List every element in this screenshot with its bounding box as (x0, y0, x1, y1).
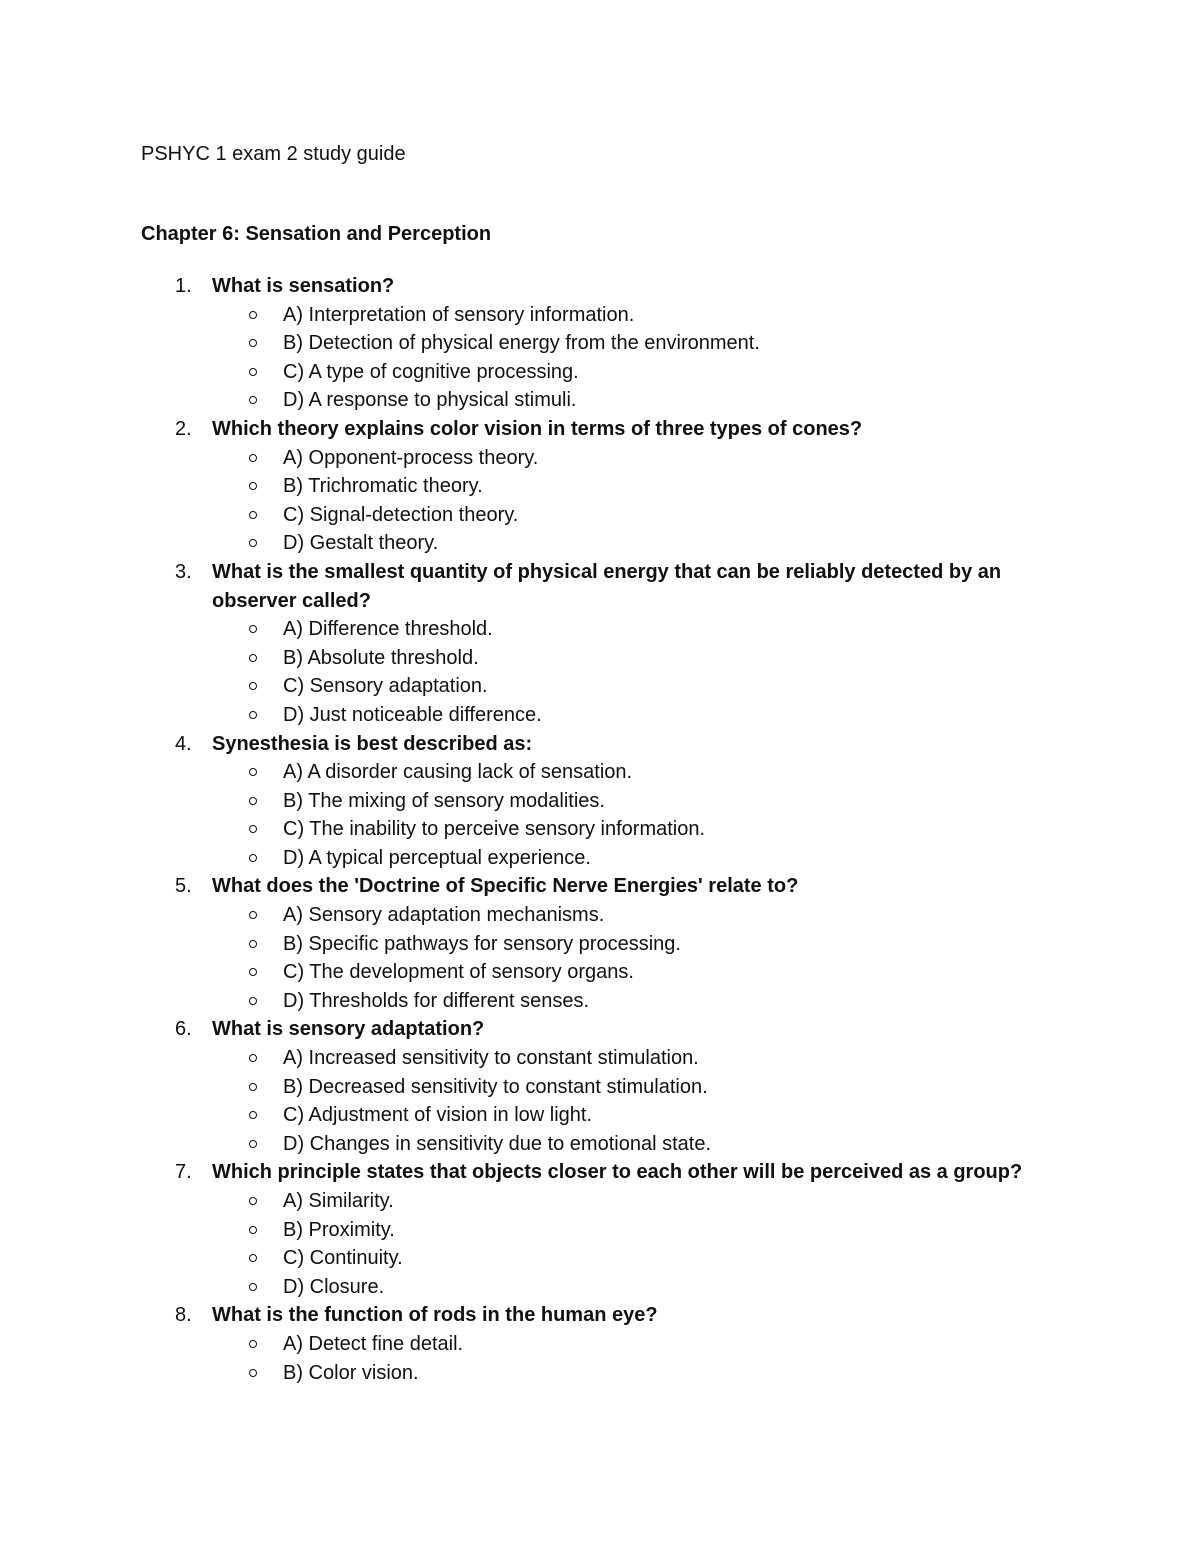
question-item (0, 1158, 1200, 1301)
question-text: What is sensation? (212, 275, 395, 297)
question-item (0, 1301, 1200, 1387)
hollow-circle-bullet-icon (249, 482, 257, 490)
hollow-circle-bullet-icon (249, 1369, 257, 1377)
answer-option-text: D) Changes in sensitivity due to emotional state. (283, 1132, 711, 1155)
answer-option (0, 1216, 1200, 1245)
answer-options (0, 444, 1200, 558)
answer-option (0, 758, 1200, 787)
question-number: 7. (175, 1161, 192, 1184)
answer-option-text: B) The mixing of sensory modalities. (283, 789, 605, 812)
hollow-circle-bullet-icon (249, 339, 257, 347)
answer-option (0, 815, 1200, 844)
answer-option (0, 529, 1200, 558)
answer-option-text: C) Signal-detection theory. (283, 503, 519, 526)
hollow-circle-bullet-icon (249, 368, 257, 376)
answer-option (0, 701, 1200, 730)
document-title: PSHYC 1 exam 2 study guide (141, 143, 406, 165)
answer-option (0, 472, 1200, 501)
question-text: What is the function of rods in the human eye? (212, 1304, 658, 1327)
answer-option-text: D) Closure. (283, 1275, 385, 1298)
answer-option (0, 1273, 1200, 1302)
hollow-circle-bullet-icon (249, 711, 257, 719)
answer-options (0, 615, 1200, 729)
hollow-circle-bullet-icon (249, 1054, 257, 1062)
answer-option-text: C) Adjustment of vision in low light. (283, 1104, 593, 1127)
answer-option-text: C) Continuity. (283, 1247, 403, 1270)
answer-option (0, 930, 1200, 959)
hollow-circle-bullet-icon (249, 1197, 257, 1205)
answer-option-text: B) Absolute threshold. (283, 646, 479, 669)
question-text: Which principle states that objects closer to each other will be perceived as a group? (212, 1161, 1023, 1184)
answer-option (0, 358, 1200, 387)
hollow-circle-bullet-icon (249, 625, 257, 633)
question-number: 8. (175, 1304, 192, 1327)
hollow-circle-bullet-icon (249, 396, 257, 404)
answer-option-text: A) Detect fine detail. (283, 1332, 464, 1355)
answer-options (0, 1044, 1200, 1158)
answer-option-text: B) Proximity. (283, 1218, 395, 1241)
hollow-circle-bullet-icon (249, 1340, 257, 1348)
answer-option-text: A) Opponent-process theory. (283, 446, 539, 469)
question-text: Synesthesia is best described as: (212, 732, 533, 755)
answer-option (0, 958, 1200, 987)
answer-option-text: D) Just noticeable difference. (283, 703, 542, 726)
hollow-circle-bullet-icon (249, 1254, 257, 1262)
answer-option (0, 787, 1200, 816)
answer-option-text: B) Decreased sensitivity to constant stimulation. (283, 1075, 708, 1098)
answer-option-text: D) Thresholds for different senses. (283, 989, 590, 1012)
hollow-circle-bullet-icon (249, 1140, 257, 1148)
answer-option-text: D) Gestalt theory. (283, 532, 439, 555)
question-text: What is the smallest quantity of physical energy that can be reliably detected by an observer called? (212, 560, 1002, 612)
answer-option (0, 444, 1200, 473)
answer-option-text: C) A type of cognitive processing. (283, 360, 579, 383)
answer-option-text: C) Sensory adaptation. (283, 675, 488, 698)
hollow-circle-bullet-icon (249, 1226, 257, 1234)
hollow-circle-bullet-icon (249, 1283, 257, 1291)
answer-option (0, 987, 1200, 1016)
hollow-circle-bullet-icon (249, 654, 257, 662)
answer-option-text: A) A disorder causing lack of sensation. (283, 761, 633, 784)
answer-options (0, 301, 1200, 415)
question-text: What does the 'Doctrine of Specific Nerve Energies' relate to? (212, 875, 799, 898)
answer-option-text: D) A response to physical stimuli. (283, 389, 577, 412)
answer-option-text: A) Similarity. (283, 1190, 394, 1212)
answer-option (0, 644, 1200, 673)
question-item (0, 872, 1200, 1015)
question-number: 3. (175, 560, 192, 583)
hollow-circle-bullet-icon (249, 854, 257, 862)
answer-option-text: A) Difference threshold. (283, 618, 493, 641)
answer-option (0, 672, 1200, 701)
answer-option-text: A) Interpretation of sensory information. (283, 303, 635, 326)
answer-option-text: B) Detection of physical energy from the environment. (283, 332, 760, 355)
answer-option (0, 615, 1200, 644)
question-text: What is sensory adaptation? (212, 1018, 485, 1041)
hollow-circle-bullet-icon (249, 911, 257, 919)
answer-option (0, 1187, 1200, 1216)
hollow-circle-bullet-icon (249, 1083, 257, 1091)
question-number: 5. (175, 875, 192, 898)
answer-option (0, 386, 1200, 415)
answer-option (0, 1101, 1200, 1130)
answer-option-text: A) Increased sensitivity to constant stimulation. (283, 1047, 699, 1070)
question-number: 4. (175, 732, 192, 755)
hollow-circle-bullet-icon (249, 682, 257, 690)
hollow-circle-bullet-icon (249, 454, 257, 462)
hollow-circle-bullet-icon (249, 940, 257, 948)
answer-option-text: A) Sensory adaptation mechanisms. (283, 904, 605, 927)
answer-options (0, 1330, 1200, 1387)
answer-option (0, 901, 1200, 930)
answer-options (0, 901, 1200, 1015)
answer-option (0, 501, 1200, 530)
answer-option-text: B) Trichromatic theory. (283, 475, 483, 498)
question-item (0, 730, 1200, 873)
question-list (0, 272, 1200, 1387)
answer-option-text: B) Color vision. (283, 1361, 419, 1384)
hollow-circle-bullet-icon (249, 997, 257, 1005)
hollow-circle-bullet-icon (249, 511, 257, 519)
answer-option (0, 1330, 1200, 1359)
chapter-heading: Chapter 6: Sensation and Perception (141, 223, 492, 245)
question-number: 1. (175, 275, 192, 297)
hollow-circle-bullet-icon (249, 539, 257, 547)
answer-option (0, 329, 1200, 358)
question-text: Which theory explains color vision in terms of three types of cones? (212, 417, 863, 440)
answer-option-text: B) Specific pathways for sensory processing. (283, 932, 681, 955)
answer-option (0, 301, 1200, 330)
answer-option (0, 1244, 1200, 1273)
answer-option-text: C) The inability to perceive sensory information. (283, 818, 706, 841)
hollow-circle-bullet-icon (249, 768, 257, 776)
question-number: 6. (175, 1018, 192, 1041)
question-number: 2. (175, 417, 192, 440)
question-item (0, 272, 1200, 415)
hollow-circle-bullet-icon (249, 825, 257, 833)
answer-option (0, 1359, 1200, 1388)
hollow-circle-bullet-icon (249, 1111, 257, 1119)
answer-option (0, 1130, 1200, 1159)
answer-option (0, 1044, 1200, 1073)
question-item (0, 558, 1200, 730)
answer-options (0, 758, 1200, 872)
question-item (0, 1015, 1200, 1158)
answer-option (0, 1073, 1200, 1102)
hollow-circle-bullet-icon (249, 311, 257, 319)
answer-option-text: C) The development of sensory organs. (283, 961, 634, 984)
question-item (0, 415, 1200, 558)
hollow-circle-bullet-icon (249, 797, 257, 805)
answer-option (0, 844, 1200, 873)
answer-options (0, 1187, 1200, 1301)
hollow-circle-bullet-icon (249, 968, 257, 976)
answer-option-text: D) A typical perceptual experience. (283, 846, 591, 869)
